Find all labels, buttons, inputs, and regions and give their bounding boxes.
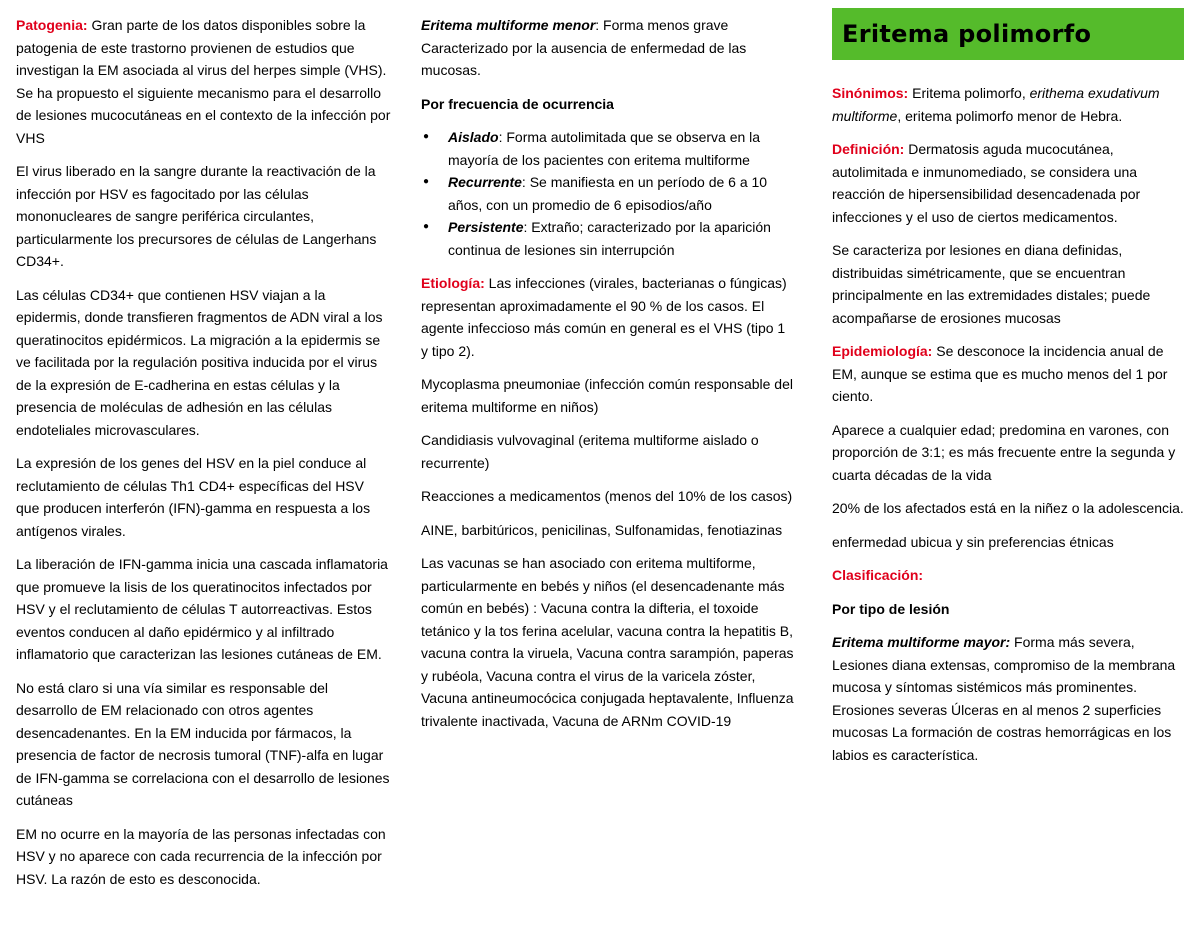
col2-paragraph: Las vacunas se han asociado con eritema multiforme, particularmente en bebés y niños (el desencadenante más común en bebés) : Vacuna contra la difteria, el toxoide tetánico y la tos ferina acelular, vacuna contra la hepatitis B, vacuna contra la viruela, Vacuna contra sarampión, paperas y rubéola, Vacuna contra el virus de la varicela zóster, Vacuna antineumocócica conjugada heptavalente, Influenza trivalente inactivada, Vacuna de ARNm COVID-19 bbox=[421, 555, 794, 729]
col1-paragraph: El virus liberado en la sangre durante la reactivación de la infección por HSV es fagocitado por las células mononucleares de sangre periférica circulantes, particularmente los precursores de células de Langerhans CD34+. bbox=[16, 163, 377, 269]
col2-paragraph: Candidiasis vulvovaginal (eritema multiforme aislado o recurrente) bbox=[421, 432, 759, 471]
etiologia-label: Etiología: bbox=[421, 275, 485, 291]
clasificacion-heading: Clasificación: bbox=[832, 567, 924, 583]
menor-paragraph bbox=[421, 14, 796, 82]
epidemiologia-paragraph bbox=[832, 340, 1184, 408]
col2-paragraph: Reacciones a medicamentos (menos del 10% de los casos) bbox=[421, 488, 793, 504]
col3-paragraph: Aparece a cualquier edad; predomina en varones, con proporción de 3:1; es más frecuente entre la segunda y cuarta décadas de la vida bbox=[832, 421, 1176, 483]
column-middle bbox=[421, 14, 796, 743]
definicion-text: Dermatosis aguda mucocutánea, autolimitada e inmunomediado, se considera una reacción de hipersensibilidad desencadenada por infecciones y el uso de ciertos medicamentos. bbox=[832, 141, 1141, 225]
col3-paragraph: enfermedad ubicua y sin preferencias étnicas bbox=[832, 533, 1114, 550]
sinonimos-italic: erithema exudativum multiforme bbox=[832, 85, 1160, 124]
patogenia-paragraph bbox=[16, 14, 391, 149]
patogenia-label: Patogenia: bbox=[16, 17, 88, 33]
sinonimos-label: Sinónimos: bbox=[832, 85, 909, 101]
frecuencia-heading: Por frecuencia de ocurrencia bbox=[421, 95, 614, 112]
sinonimos-paragraph bbox=[832, 82, 1184, 127]
col3-paragraph: 20% de los afectados está en la niñez o la adolescencia. bbox=[832, 500, 1184, 516]
menor-text: : Forma menos grave Caracterizado por la ausencia de enfermedad de las mucosas. bbox=[421, 17, 747, 78]
list-item bbox=[448, 171, 796, 216]
tipo-heading: Por tipo de lesión bbox=[832, 600, 950, 617]
list-item-text: : Forma autolimitada que se observa en la mayoría de los pacientes con eritema multiforme bbox=[448, 129, 761, 168]
list-item bbox=[448, 216, 796, 261]
col2-paragraph: Mycoplasma pneumoniae (infección común responsable del eritema multiforme en niños) bbox=[421, 376, 793, 415]
caracteriza-paragraph: Se caracteriza por lesiones en diana definidas, distribuidas simétricamente, que se encuentran principalmente en las extremidades distales; puede acompañarse de erosiones mucosas bbox=[832, 242, 1151, 326]
mayor-label: Eritema multiforme mayor: bbox=[832, 634, 1011, 650]
list-item-text: : Extraño; caracterizado por la aparición continua de lesiones sin interrupción bbox=[448, 219, 771, 258]
col2-paragraph: AINE, barbitúricos, penicilinas, Sulfonamidas, fenotiazinas bbox=[421, 521, 783, 538]
list-item-label: Persistente bbox=[448, 219, 524, 235]
epidemiologia-text: Se desconoce la incidencia anual de EM, aunque se estima que es mucho menos del 1 por ciento. bbox=[832, 343, 1168, 404]
etiologia-text: Las infecciones (virales, bacterianas o fúngicas) representan aproximadamente el 90 % de los casos. El agente infeccioso más común en general es el VHS (tipo 1 y tipo 2). bbox=[421, 275, 787, 359]
col1-paragraph: La expresión de los genes del HSV en la piel conduce al reclutamiento de células Th1 CD4+ específicas del HSV que producen interferón (IFN)-gamma en respuesta a los antígenos virales. bbox=[16, 455, 371, 539]
patogenia-text: Gran parte de los datos disponibles sobre la patogenia de este trastorno provienen de estudios que investigan la EM asociada al virus del herpes simple (VHS). Se ha propuesto el siguiente mecanismo para el desarrollo de lesiones mucocutáneas en el contexto de la infección por VHS bbox=[16, 17, 391, 146]
list-item-label: Aislado bbox=[448, 129, 499, 145]
col1-paragraph: No está claro si una vía similar es responsable del desarrollo de EM relacionado con otros agentes desencadenantes. En la EM inducida por fármacos, la presencia de factor de necrosis tumoral (TNF)-alfa en lugar de IFN-gamma se correlaciona con el desarrollo de lesiones cutáneas bbox=[16, 679, 390, 808]
sinonimos-text: Eritema polimorfo, bbox=[908, 85, 1030, 101]
mayor-paragraph bbox=[832, 631, 1184, 766]
list-item-label: Recurrente bbox=[448, 174, 522, 190]
col1-paragraph: La liberación de IFN-gamma inicia una cascada inflamatoria que promueve la lisis de los queratinocitos infectados por HSV y el reclutamiento de células T autorreactivas. Estos eventos conducen al daño epidérmico y al infiltrado inflamatorio que caracterizan las lesiones cutáneas de EM. bbox=[16, 556, 388, 662]
col1-paragraph: Las células CD34+ que contienen HSV viajan a la epidermis, donde transfieren fragmentos de ADN viral a los queratinocitos epidérmicos. La migración a la epidermis se ve facilitada por la regulación positiva inducida por el virus de la expresión de E-cadherina en estas células y la presencia de moléculas de adhesión en las células endoteliales microvasculares. bbox=[16, 286, 383, 438]
definicion-paragraph bbox=[832, 138, 1184, 228]
epidemiologia-label: Epidemiología: bbox=[832, 343, 933, 359]
sinonimos-text-end: , eritema polimorfo menor de Hebra. bbox=[897, 107, 1123, 124]
mayor-text: Forma más severa, Lesiones diana extensas, compromiso de la membrana mucosa y síntomas sistémicos más prominentes. Erosiones severas Úlceras en al menos 2 superficies mucosas La formación de costras hemorrágicas en los labios es característica. bbox=[832, 634, 1176, 763]
title-banner bbox=[832, 8, 1184, 60]
page-title: Eritema polimorfo bbox=[842, 19, 1092, 48]
etiologia-paragraph bbox=[421, 272, 796, 362]
menor-label: Eritema multiforme menor bbox=[421, 17, 596, 33]
frecuencia-list bbox=[421, 126, 796, 261]
list-item bbox=[448, 126, 796, 171]
col1-paragraph: EM no ocurre en la mayoría de las personas infectadas con HSV y no aparece con cada recurrencia de la infección por HSV. La razón de esto es desconocida. bbox=[16, 825, 386, 887]
column-left bbox=[16, 14, 391, 901]
list-item-text: : Se manifiesta en un período de 6 a 10 años, con un promedio de 6 episodios/año bbox=[448, 174, 768, 213]
definicion-label: Definición: bbox=[832, 141, 905, 157]
column-right bbox=[832, 0, 1184, 777]
